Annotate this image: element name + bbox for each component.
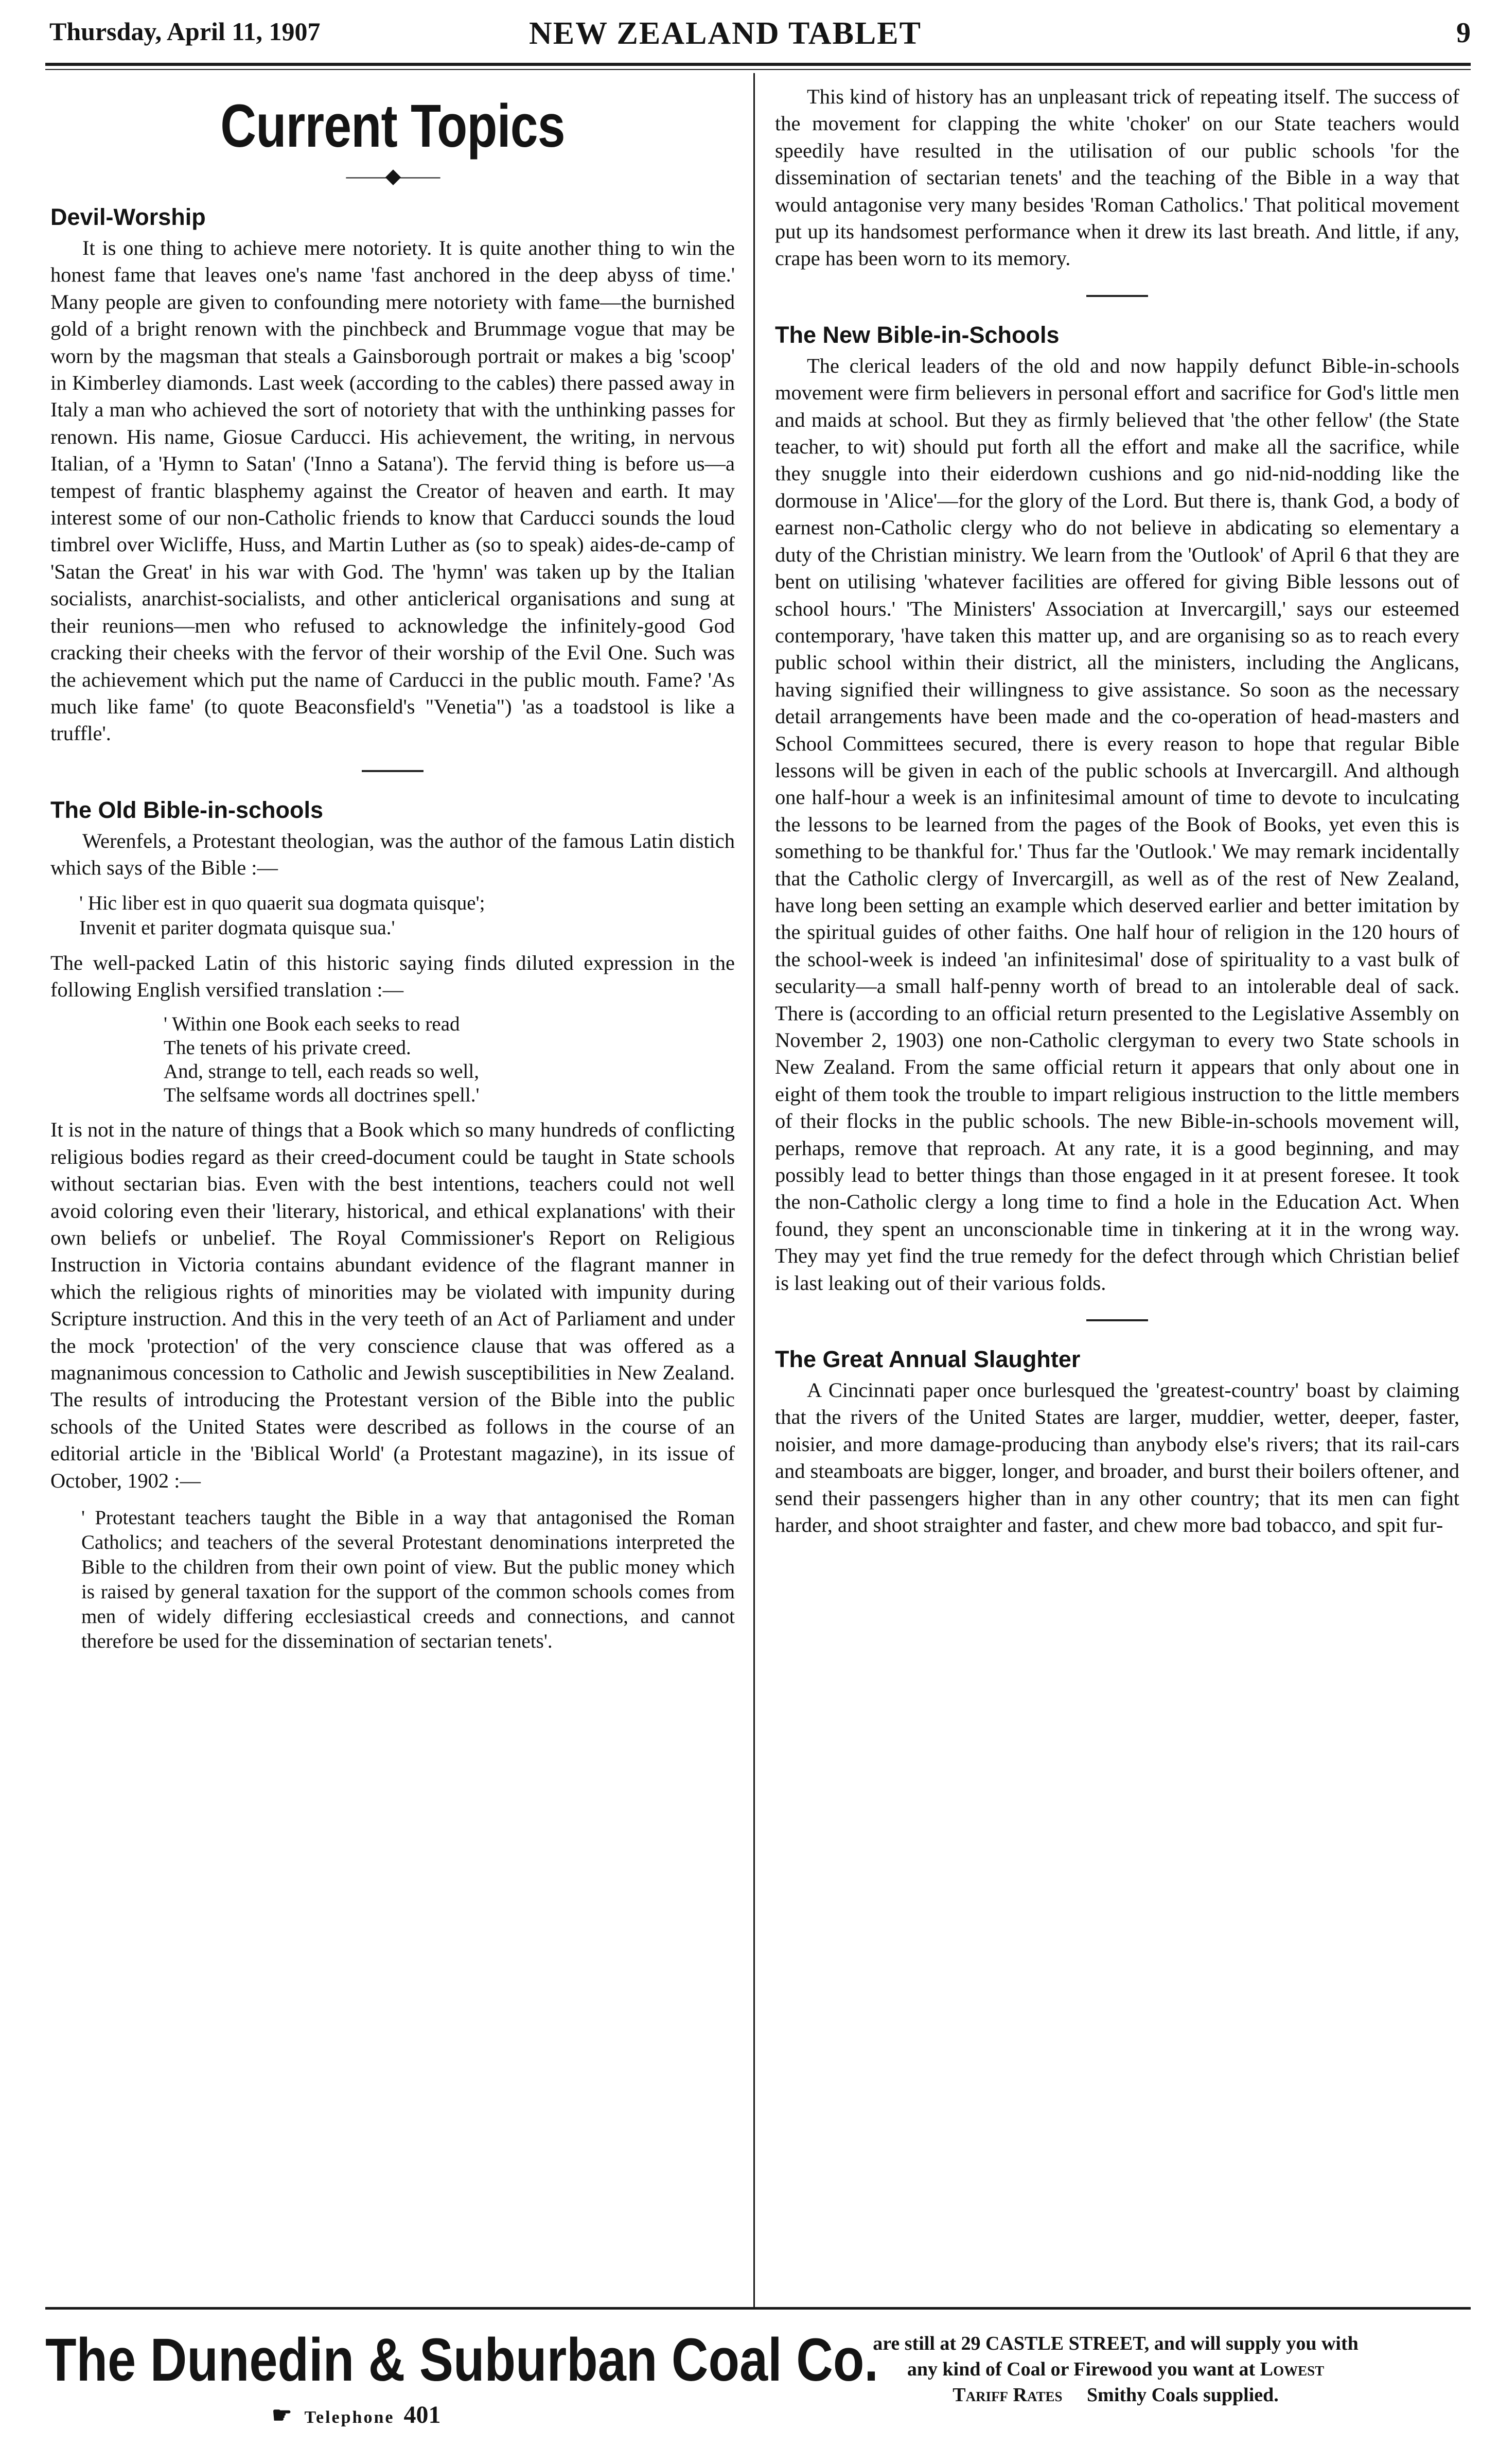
article-paragraph: It is one thing to achieve mere notoriety. It is quite another thing to win the honest fame that leaves one's name 'fast anchored in the deep abyss of time.' Many people are given to confounding mere notoriety with fame—the burnished gold of a bright renown with the pinchbeck and Brummage vogue that may be worn by the magsman that steals a Gainsborough portrait or makes a big 'scoop' in Kimberley diamonds. Last week (according to the cables) there passed away in Italy a man who achieved the sort of notoriety that with the unthinking passes for renown. His name, Giosue Carducci. His achievement, the writing, in nervous Italian, of a 'Hymn to Satan' ('Inno a Satana'). The fervid thing is before us—a tempest of frantic blasphemy against the Creator of heaven and earth. It may interest some of our non-Catholic friends to know that Carducci sounds the loud timbrel over Wicliffe, Huss, and Martin Luther as (so to speak) aides-de-camp of 'Satan the Great' in his war with God. The 'hymn' was taken up by the Italian socialists, anarchist-socialists, and other anticlerical organisations and sung at their reunions—men who refused to acknowledge the infinitely-good God cracking their cheeks with the fervor of their worship of the Evil One. Such was the achievement which put the name of Carducci in the public mouth. Fame? 'As much like fame' (to quote Beaconsfield's "Venetia") 'as a toadstool is like a truffle'. — [50, 236, 735, 745]
header-rule — [45, 63, 1471, 66]
advert-text: Smithy Coals supplied. — [1087, 2384, 1279, 2406]
masthead: NEW ZEALAND TABLET — [529, 16, 922, 51]
article-paragraph: The well-packed Latin of this historic saying finds diluted expression in the following English versified translation :— — [50, 951, 735, 1001]
article-separator — [362, 770, 424, 772]
article-heading-devil-worship: Devil-Worship — [50, 204, 206, 230]
advert-line — [776, 2382, 1455, 2408]
advert-text: any kind of Coal or Firewood you want at — [907, 2358, 1256, 2380]
right-column — [775, 83, 1459, 1539]
quote-line: ' Hic liber est in quo quaerit sua dogmata quisque'; — [79, 892, 485, 914]
pointing-hand-icon: ☛ — [272, 2403, 292, 2428]
header-rule-thin — [45, 69, 1471, 70]
block-quote: ' Protestant teachers taught the Bible in a way that antagonised the Roman Catholics; and teachers of the several Protestant denominations interpreted the Bible to the children from their own point of view. But the public money which is raised by general taxation for the support of the common schools comes from men of widely differing ecclesiastical creeds and connections, and cannot therefore be used for the dissemination of sectarian tenets'. — [81, 1507, 735, 1653]
verse-line: The tenets of his private creed. — [164, 1037, 411, 1059]
column-divider — [753, 73, 755, 2307]
left-column — [50, 81, 735, 1665]
quote-line: Invenit et pariter dogmata quisque sua.' — [79, 916, 395, 939]
advert-details — [776, 2331, 1455, 2408]
article-paragraph: This kind of history has an unpleasant trick of repeating itself. The success of the movement for clapping the white 'choker' on our State teachers would speedily have resulted in the utilisation of our public schools 'for the dissemination of sectarian tenets' and the teaching of the Bible in a way that would antagonise very many besides 'Roman Catholics.' That political movement put up its handsomest performance when it drew its last breath. And little, if any, crape has been worn to its memory. — [775, 85, 1459, 270]
verse-line: The selfsame words all doctrines spell.' — [164, 1084, 480, 1107]
telephone-number: 401 — [403, 2401, 441, 2428]
article-separator — [1086, 295, 1148, 297]
issue-date: Thursday, April 11, 1907 — [49, 17, 321, 46]
newspaper-page — [45, 15, 1471, 2445]
article-paragraph: A Cincinnati paper once burlesqued the 'greatest-country' boast by claiming that the rivers of the United States are larger, muddier, wetter, deeper, faster, noisier, and more damage-producing than anybody else's rivers; that its rail-cars and steamboats are bigger, longer, and broader, and burst their boilers oftener, and send their passengers higher than in any other country; that its men can fight harder, and shoot straighter and faster, and chew more bad tobacco, and spit fur- — [775, 1378, 1459, 1537]
article-paragraph: It is not in the nature of things that a Book which so many hundreds of conflicting religious bodies regard as their creed-document could be taught in State schools without sectarian bias. Even with the best intentions, teachers could not well avoid coloring even their 'literary, historical, and ethical explanations' with their own beliefs or unbelief. The Royal Commissioner's Report on Religious Instruction in Victoria contains abundant evidence of the flagrant manner in which the religious rights of minorities may be violated with impunity during Scripture instruction. And this in the very teeth of an Act of Parliament and under the mock 'protection' of the very conscience clause that was offered as a magnanimous concession to Catholic and Jewish susceptibilities in New Zealand. The results of introducing the Protestant version of the Bible into the public schools of the United States were described as follows in the course of an editorial article in the 'Biblical World' (a Protestant magazine), in its issue of October, 1902 :— — [50, 1118, 735, 1492]
coal-company-advertisement — [45, 2316, 1471, 2445]
verse-translation — [164, 1012, 735, 1107]
advert-line — [776, 2356, 1455, 2382]
advert-text: Lowest — [1260, 2358, 1325, 2380]
advert-company-name: The Dunedin & Suburban Coal Co. — [45, 2326, 878, 2394]
advert-line: are still at 29 CASTLE STREET, and will supply you with — [873, 2333, 1359, 2354]
verse-line: And, strange to tell, each reads so well, — [164, 1060, 479, 1083]
advert-telephone — [272, 2401, 440, 2429]
latin-distich — [79, 891, 735, 940]
verse-line: ' Within one Book each seeks to read — [164, 1013, 460, 1036]
footer-rule — [45, 2307, 1471, 2310]
advert-text: Tariff Rates — [953, 2384, 1063, 2406]
section-title: Current Topics — [220, 92, 565, 160]
page-number: 9 — [1456, 17, 1471, 49]
article-heading-new-bible: The New Bible-in-Schools — [775, 321, 1060, 348]
article-heading-annual-slaughter: The Great Annual Slaughter — [775, 1346, 1081, 1373]
article-heading-old-bible: The Old Bible-in-schools — [50, 796, 324, 823]
title-ornament: ——◆—— — [346, 164, 439, 187]
article-paragraph: Werenfels, a Protestant theologian, was the author of the famous Latin distich which says of the Bible :— — [50, 829, 735, 880]
running-header — [45, 15, 1471, 53]
telephone-label: Telephone — [304, 2408, 395, 2427]
article-separator — [1086, 1319, 1148, 1321]
article-paragraph: The clerical leaders of the old and now happily defunct Bible-in-schools movement were firm believers in personal effort and sacrifice for God's little men and maids at school. But they as firmly believed that 'the other fellow' (the State teacher, to wit) should put forth all the effort and make all the sacrifice, while they snuggle into their eiderdown cushions and go nid-nid-nodding like the dormouse in 'Alice'—for the glory of the Lord. But there is, thank God, a body of earnest non-Catholic clergy who do not believe in abdicating so elementary a duty of the Christian ministry. We learn from the 'Outlook' of April 6 that they are bent on utilising 'whatever facilities are offered for giving Bible lessons out of school hours.' 'The Ministers' Association at Invercargill,' says our esteemed contemporary, 'have taken this matter up, and are organising so as to reach every public school within their district, all the ministers, including the Anglicans, having signified their willingness to give assistance. So soon as the necessary detail arrangements have been made and the co-operation of head-masters and School Committees secured, there is every reason to hope that regular Bible lessons will be given in each of the public schools at Invercargill. And although one half-hour a week is an infinitesimal amount of time to devote to inculcating the lessons to be learned from the pages of the Book of Books, yet even this is something to be thankful for.' Thus far the 'Outlook.' We may remark incidentally that the Catholic clergy of Invercargill, as well as of the rest of New Zealand, have long been setting an example which deserved earlier and better imitation by the spiritual guides of other faiths. One half hour of religion in the 120 hours of the school-week is indeed 'an infinitesimal' dose of spirituality to a vast bulk of secularity—a small half-penny worth of bread to an intolerable deal of sack. There is (according to an official return presented to the Legislative Assembly on November 2, 1903) one non-Catholic clergyman to every two State schools in New Zealand. From the same official return it appears that only about one in eight of them took the trouble to impart religious instruction to the little members of their flocks in the public schools. The new Bible-in-schools movement will, perhaps, remove that reproach. At any rate, it is a good beginning, and may possibly lead to better things than those engaged in it at present foresee. It took the non-Catholic clergy a long time to find a hole in the Education Act. When found, they spent an unconscionable time in tinkering at it in the wrong way. They may yet find the true remedy for the defect through which Christian belief is last leaking out of their various folds. — [775, 354, 1459, 1295]
